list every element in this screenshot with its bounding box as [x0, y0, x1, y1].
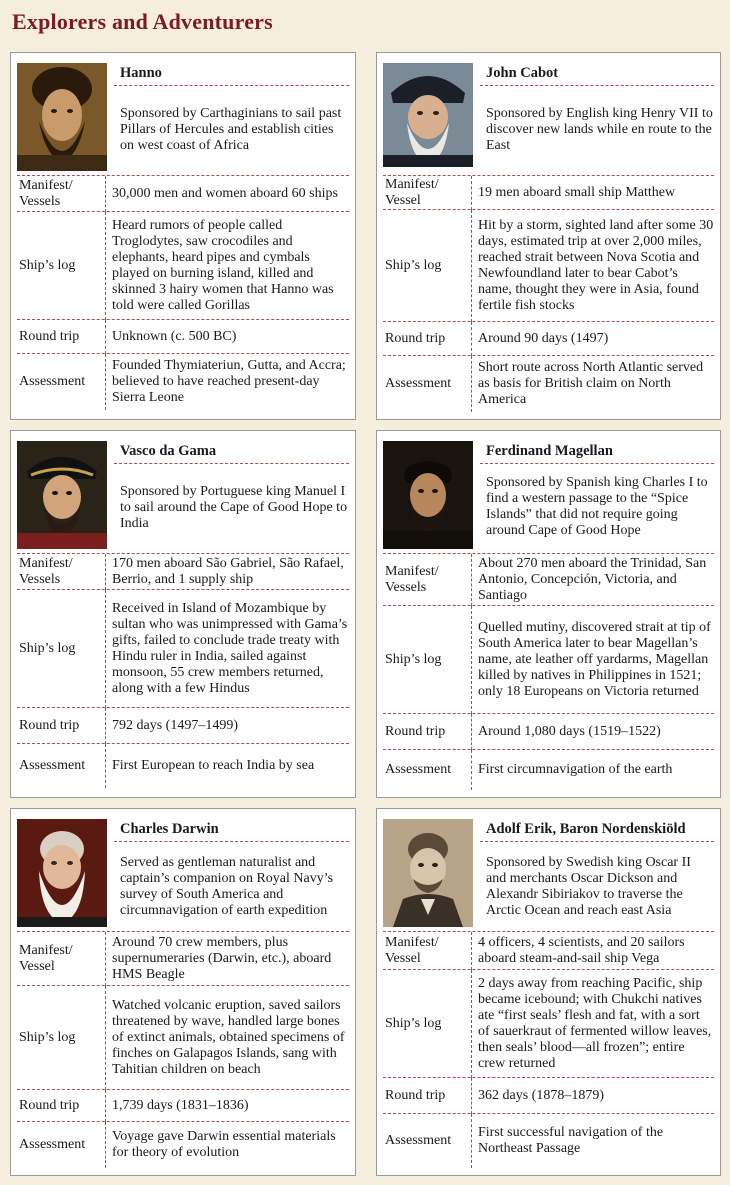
ships-log-label: Ship’s log [19, 1030, 76, 1045]
manifest-label: Manifest/ Vessel [19, 943, 73, 974]
explorer-name: Adolf Erik, Baron Nordenskiöld [480, 821, 714, 842]
explorer-card-john-cabot [376, 52, 721, 420]
explorer-sponsor: Sponsored by Spanish king Charles I to find a western passage to the “Spice Islands” that did not require going around Cape of Good Hope [486, 475, 708, 538]
round-trip-value: Unknown (c. 500 BC) [105, 320, 349, 354]
round-trip-value: 362 days (1878–1879) [471, 1078, 714, 1114]
page-title: Explorers and Adventurers [12, 9, 273, 34]
ships-log-value: Heard rumors of people called Troglodytes, saw crocodiles and elephants, heard pipes and cymbals played on burning island, killed and skinned 3 hairy women that Hanno was told were called Gorillas [105, 212, 349, 320]
ships-log-row [383, 209, 714, 322]
explorer-name: Vasco da Gama [114, 443, 349, 464]
ships-log-value: Quelled mutiny, discovered strait at tip of South America later to bear Magellan’s name, ate leather off yardarms, Magellan killed by natives in Philippines in 1521; only 18 Europeans on Victoria returned [471, 606, 714, 714]
manifest-row [17, 175, 349, 212]
explorer-name: Hanno [114, 65, 349, 86]
assessment-row [17, 353, 349, 410]
explorer-name: John Cabot [480, 65, 714, 86]
nordenskiold-portrait [383, 819, 473, 927]
round-trip-row [383, 321, 714, 356]
ships-log-row [383, 969, 714, 1078]
manifest-row [17, 553, 349, 590]
charles-darwin-portrait [17, 819, 107, 927]
round-trip-value: 1,739 days (1831–1836) [105, 1090, 349, 1122]
explorer-card-charles-darwin [10, 808, 356, 1176]
manifest-value: About 270 men aboard the Trinidad, San Antonio, Concepción, Victoria, and Santiago [471, 554, 714, 606]
assessment-value: Short route across North Atlantic served as basis for British claim on North America [471, 356, 714, 412]
assessment-label: Assessment [19, 758, 86, 773]
explorer-card-ferdinand-magellan [376, 430, 721, 798]
manifest-value: 170 men aboard São Gabriel, São Rafael, Berrio, and 1 supply ship [105, 554, 349, 590]
manifest-label: Manifest/ Vessels [385, 564, 439, 595]
explorer-sponsor: Sponsored by Carthaginians to sail past Pillars of Hercules and establish cities on west coast of Africa [120, 106, 342, 153]
round-trip-row [383, 1077, 714, 1114]
round-trip-label: Round trip [385, 331, 446, 346]
ships-log-label: Ship’s log [385, 652, 442, 667]
ships-log-value: Received in Island of Mozambique by sultan who was unimpressed with Gama’s gifts, failed to conclude trade treaty with Hindu ruler in India, sailed against monsoon, 55 crew members returned, along with a few Hindus [105, 590, 349, 708]
manifest-value: 30,000 men and women aboard 60 ships [105, 176, 349, 212]
assessment-value: First successful navigation of the Northeast Passage [471, 1114, 714, 1168]
john-cabot-portrait [383, 63, 473, 167]
round-trip-label: Round trip [19, 718, 80, 733]
ships-log-label: Ship’s log [385, 1016, 442, 1031]
assessment-value: Founded Thymiateriun, Gutta, and Accra; believed to have reached present-day Sierra Leone [105, 354, 349, 410]
assessment-label: Assessment [385, 762, 452, 777]
round-trip-row [17, 1089, 349, 1122]
ships-log-row [17, 211, 349, 320]
round-trip-label: Round trip [19, 329, 80, 344]
assessment-value: First circumnavigation of the earth [471, 750, 714, 790]
assessment-row [17, 1121, 349, 1168]
manifest-label: Manifest/ Vessels [19, 178, 73, 209]
round-trip-value: Around 90 days (1497) [471, 322, 714, 356]
round-trip-value: Around 1,080 days (1519–1522) [471, 714, 714, 750]
round-trip-row [17, 319, 349, 354]
vasco-da-gama-portrait [17, 441, 107, 549]
explorer-name: Ferdinand Magellan [480, 443, 714, 464]
round-trip-value: 792 days (1497–1499) [105, 708, 349, 744]
manifest-row [383, 175, 714, 210]
explorer-sponsor: Sponsored by Portuguese king Manuel I to sail around the Cape of Good Hope to India [120, 484, 348, 531]
ships-log-value: Watched volcanic eruption, saved sailors threatened by wave, handled large bones of extinct animals, obtained specimens of finches on Galapagos Islands, sang with Tahitian children on beach [105, 986, 349, 1090]
assessment-label: Assessment [385, 376, 452, 391]
hanno-portrait [17, 63, 107, 171]
manifest-label: Manifest/ Vessel [385, 935, 439, 966]
explorer-sponsor: Sponsored by Swedish king Oscar II and merchants Oscar Dickson and Alexandr Sibiriakov to traverse the Arctic Ocean and reach east Asia [486, 855, 691, 918]
explorer-sponsor: Served as gentleman naturalist and captain’s companion on Royal Navy’s survey of South America and circumnavigation of earth expedition [120, 855, 334, 918]
manifest-row [17, 931, 349, 986]
assessment-label: Assessment [385, 1133, 452, 1148]
ships-log-label: Ship’s log [385, 258, 442, 273]
ships-log-row [17, 985, 349, 1090]
round-trip-label: Round trip [385, 724, 446, 739]
manifest-label: Manifest/ Vessels [19, 556, 73, 587]
round-trip-row [383, 713, 714, 750]
manifest-row [383, 931, 714, 970]
ferdinand-magellan-portrait [383, 441, 473, 549]
manifest-value: 19 men aboard small ship Matthew [471, 176, 714, 210]
assessment-value: First European to reach India by sea [105, 744, 349, 788]
explorer-card-nordenskiold [376, 808, 721, 1176]
explorer-card-vasco-da-gama [10, 430, 356, 798]
round-trip-row [17, 707, 349, 744]
assessment-row [383, 1113, 714, 1168]
explorer-name: Charles Darwin [114, 821, 349, 842]
manifest-label: Manifest/ Vessel [385, 177, 439, 208]
assessment-label: Assessment [19, 374, 86, 389]
round-trip-label: Round trip [19, 1098, 80, 1113]
round-trip-label: Round trip [385, 1088, 446, 1103]
ships-log-label: Ship’s log [19, 641, 76, 656]
explorer-card-hanno [10, 52, 356, 420]
ships-log-row [383, 605, 714, 714]
assessment-row [383, 355, 714, 412]
manifest-value: 4 officers, 4 scientists, and 20 sailors aboard steam-and-sail ship Vega [471, 932, 714, 970]
assessment-label: Assessment [19, 1137, 86, 1152]
ships-log-row [17, 589, 349, 708]
explorer-sponsor: Sponsored by English king Henry VII to discover new lands while en route to the East [486, 106, 713, 153]
assessment-row [17, 743, 349, 788]
assessment-value: Voyage gave Darwin essential materials for theory of evolution [105, 1122, 349, 1168]
ships-log-value: 2 days away from reaching Pacific, ship became icebound; with Chukchi natives ate “first seals’ flesh and fat, with a sort of sauerkraut of fermented willow leaves, then seals’ blood—all frozen”; entire crew returned [471, 970, 714, 1078]
ships-log-value: Hit by a storm, sighted land after some 30 days, estimated trip at over 2,000 miles, reached strait between Nova Scotia and Newfoundland later to bear Cabot’s name, thought they were in Asia, found fertile fish stocks [471, 210, 714, 322]
manifest-value: Around 70 crew members, plus supernumeraries (Darwin, etc.), aboard HMS Beagle [105, 932, 349, 986]
ships-log-label: Ship’s log [19, 258, 76, 273]
assessment-row [383, 749, 714, 790]
manifest-row [383, 553, 714, 606]
